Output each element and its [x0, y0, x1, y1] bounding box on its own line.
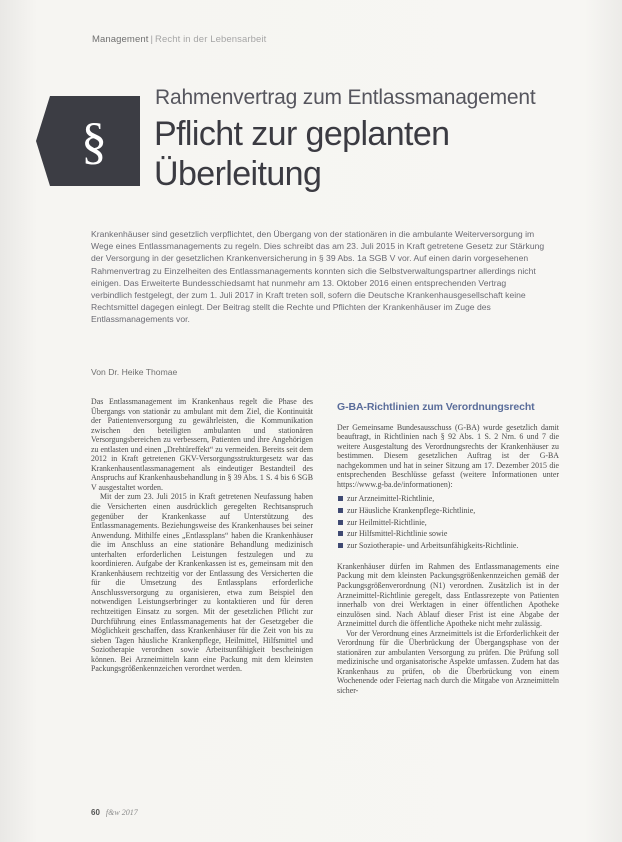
page-number: 60 [91, 808, 100, 817]
list-item: zur Arzneimittel-Richtlinie, [337, 493, 559, 505]
square-bullet-icon [338, 508, 343, 513]
section-sub-label: Recht in der Lebensarbeit [155, 34, 267, 45]
right-column [337, 403, 559, 696]
list-item: zur Heilmittel-Richtlinie, [337, 517, 559, 529]
left-column [91, 397, 313, 674]
section-separator: | [150, 34, 154, 45]
richtlinien-list [337, 493, 559, 552]
square-bullet-icon [338, 531, 343, 536]
list-item: zur Hilfsmittel-Richtlinie sowie [337, 528, 559, 540]
square-bullet-icon [338, 496, 343, 501]
right-column-heading: G-BA-Richtlinien zum Verordnungsrecht [337, 401, 535, 413]
page-footer [91, 808, 138, 817]
article-author: Von Dr. Heike Thomae [91, 367, 178, 377]
magazine-name: f&w 2017 [105, 808, 138, 817]
left-paragraph-1: Das Entlassmanagement im Krankenhaus regelt die Phase des Übergangs von stationär zu ambulant mit dem Ziel, die Kontinuität der Patientenversorgung zu gewährleisten, die Kommunikation zwischen den beteiligten ambulanten und stationären Versorgungsbereichen zu verbessern, Patienten und ihre Angehörigen zu entlasten und einen „Drehtüreffekt“ zu vermeiden. Bereits seit dem 2012 in Kraft getretenen GKV-Versorgungsstrukturgesetz war das Krankenhausentlassmanagement als eindeutiger Bestandteil des Anspruchs auf Krankenhausbehandlung in § 39 Abs. 1 S. 4 bis 6 SGB V ausgestaltet worden. [91, 397, 313, 492]
right-paragraph-2: Vor der Verordnung eines Arzneimittels ist die Erforderlichkeit der Verordnung für die Überbrückung der Übergangsphase von der stationären zur ambulanten Versorgung zu prüfen. Die Prüfung soll medizinische und organisatorische Aspekte umfassen. Zudem hat das Krankenhaus zu prüfen, ob die Überbrückung von einem Wochenende oder Feiertag nach durch die Mitgabe von Arzneimitteln sicher- [337, 628, 559, 695]
article-title: Pflicht zur geplanten Überleitung [154, 115, 450, 193]
article-lead: Krankenhäuser sind gesetzlich verpflichtet, den Übergang von der stationären in die ambulante Weiterversorgung im Wege eines Entlassmanagements zu regeln. Dies schreibt das am 23. Juli 2015 in Kraft getretene Gesetz zur Stärkung der Versorgung in der gesetzlichen Krankenversicherung in § 39 Abs. 1a SGB V vor. Auf einen darin vorgesehenen Rahmenvertrag zu Einzelheiten des Entlassmanagements konnten sich die Selbstverwaltungspartner allerdings nicht einigen. Das Erweiterte Bundesschiedsamt hat nunmehr am 13. Oktober 2016 einen entsprechenden Vertrag verbindlich festgelegt, der zum 1. Juli 2017 in Kraft treten soll, sofern die Deutsche Krankenhausgesellschaft keine Rechtsmittel dagegen einlegt. Der Beitrag stellt die Rechte und Pflichten der Krankenhäuser im Zuge des Entlassmanagements vor. [91, 229, 545, 325]
paragraph-icon [36, 96, 140, 186]
section-main-label: Management [92, 34, 149, 45]
right-paragraph-1: Krankenhäuser dürfen im Rahmen des Entlassmanagements eine Packung mit dem kleinsten Packungsgrößenkennzeichen gemäß der Packungsgrößenverordnung (N1) verordnen. Zusätzlich ist in der Arzneimittel-Richtlinie geregelt, dass Entlassrezepte von Patienten innerhalb von drei Werktagen in einer öffentlichen Apotheke einzulösen sind. Nach Ablauf dieser Frist ist eine Abgabe der Arzneimittel durch die öffentliche Apotheke nicht mehr zulässig. [337, 561, 559, 629]
section-header [92, 34, 266, 45]
paragraph-symbol: § [81, 113, 107, 170]
list-item: zur Häusliche Krankenpflege-Richtlinie, [337, 505, 559, 517]
list-item: zur Soziotherapie- und Arbeitsunfähigkeits-Richtlinie. [337, 540, 559, 552]
square-bullet-icon [338, 520, 343, 525]
paragraph-badge [36, 96, 140, 186]
right-intro-paragraph: Der Gemeinsame Bundesausschuss (G-BA) wurde gesetzlich damit beauftragt, in Richtlinien nach § 92 Abs. 1 S. 2 Nrn. 6 und 7 die weitere Ausgestaltung des Verordnungsrechts der Krankenhäuser zu bestimmen. Diesem gesetzlichen Auftrag ist der G-BA nachgekommen und hat in seiner Sitzung am 17. Dezember 2015 die entsprechenden Beschlüsse gefasst (weitere Informationen unter https://www.g-ba.de/informationen): [337, 422, 559, 489]
article-subtitle: Rahmenvertrag zum Entlassmanagement [155, 86, 536, 109]
left-paragraph-2: Mit der zum 23. Juli 2015 in Kraft getretenen Neufassung haben die Versicherten einen ausdrücklich geregelten Rechtsanspruch gegenüber der Krankenkasse auf Unterstützung des Entlassmanagements. Beziehungsweise des Krankenhauses bei seiner Anwendung. Mithilfe eines „Entlassplans“ haben die Krankenhäuser die im Anschluss an eine stationäre Behandlung medizinisch unterhalten erforderlichen Leistungen festzulegen und zu koordinieren. Aufgabe der Krankenkassen ist es, gemeinsam mit den Krankenhäusern rechtzeitig vor der Entlassung des Versicherten die für die Umsetzung des Entlassplans erforderliche Anschlussversorgung zu organisieren, etwa zum Beispiel den notwendigen Leistungserbringer zu kontaktieren und für deren rechtzeitigen Einsatz zu sorgen. Mit der gesetzlichen Pflicht zur Durchführung eines Entlassmanagements hat der Gesetzgeber die Möglichkeit geschaffen, dass Krankenhäuser für die Zeit von bis zu sieben Tagen häusliche Krankenpflege, Heilmittel, Hilfsmittel und Soziotherapie verordnen sowie Arbeitsunfähigkeit bescheinigen können. Bei Arzneimitteln kann eine Packung mit dem kleinsten Packungsgrößenkennzeichen verordnet werden. [91, 492, 313, 674]
square-bullet-icon [338, 543, 343, 548]
